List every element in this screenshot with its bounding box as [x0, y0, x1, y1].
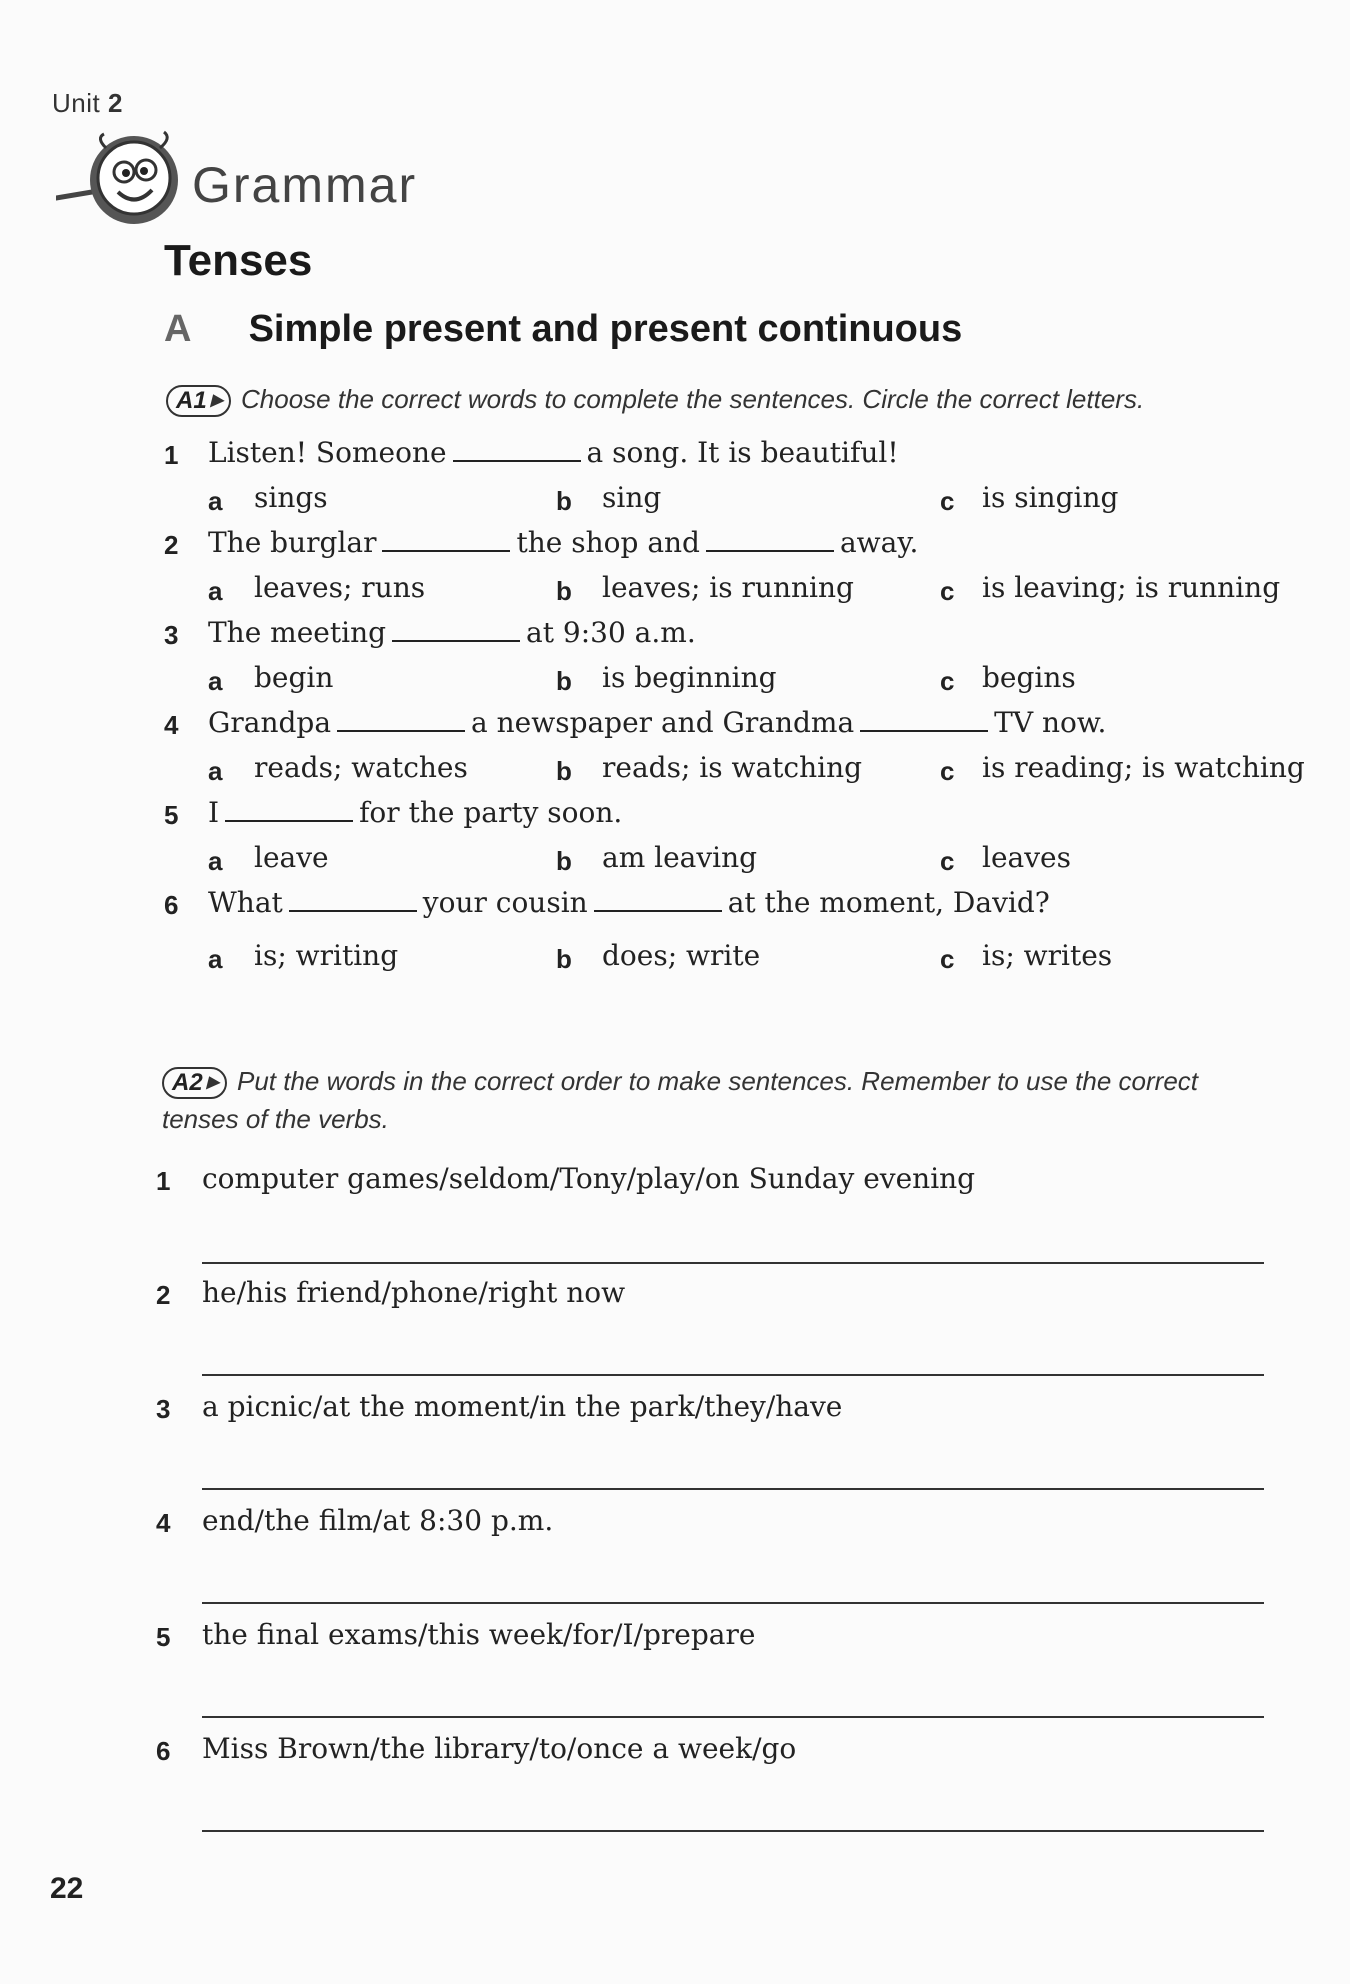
answer-line[interactable]: [202, 1374, 1264, 1376]
item-number: 5: [156, 1622, 171, 1652]
item-prompt: end/the film/at 8:30 p.m.: [202, 1504, 554, 1537]
answer-blank[interactable]: [860, 708, 988, 732]
option-letter-a[interactable]: a: [208, 576, 223, 606]
question-part: What: [208, 886, 283, 919]
question-part: Grandpa: [208, 706, 332, 739]
option-c[interactable]: is singing: [982, 481, 1119, 514]
question-part: at 9:30 a.m.: [526, 616, 696, 649]
play-triangle-icon: ▶: [210, 392, 223, 410]
option-c[interactable]: leaves: [982, 841, 1071, 874]
question-part: your cousin: [422, 886, 588, 919]
answer-blank[interactable]: [594, 888, 722, 912]
option-letter-b[interactable]: b: [556, 486, 572, 516]
option-b[interactable]: does; write: [602, 939, 761, 972]
question-text: [208, 436, 899, 469]
option-letter-c[interactable]: c: [940, 576, 955, 606]
question-text: [208, 616, 696, 649]
badge-label: A2: [172, 1069, 203, 1097]
question-number: 6: [164, 890, 179, 920]
question-part: TV now.: [994, 706, 1107, 739]
section-letter: A: [164, 308, 192, 350]
answer-line[interactable]: [202, 1830, 1264, 1832]
unit-number: 2: [107, 88, 123, 118]
option-c[interactable]: is reading; is watching: [982, 751, 1305, 784]
instruction-text-continued: tenses of the verbs.: [162, 1104, 389, 1134]
question-number: 3: [164, 620, 179, 650]
question-part: I: [208, 796, 220, 829]
unit-label-text: Unit: [52, 88, 101, 118]
option-a[interactable]: leave: [254, 841, 329, 874]
item-number: 4: [156, 1508, 171, 1538]
answer-line[interactable]: [202, 1602, 1264, 1604]
answer-blank[interactable]: [337, 708, 465, 732]
answer-line[interactable]: [202, 1488, 1264, 1490]
question-text: [208, 706, 1106, 739]
exercise-a1-instruction: [166, 380, 1144, 418]
option-letter-c[interactable]: c: [940, 944, 955, 974]
answer-blank[interactable]: [289, 888, 417, 912]
option-letter-b[interactable]: b: [556, 666, 572, 696]
option-letter-c[interactable]: c: [940, 756, 955, 786]
item-prompt: the final exams/this week/for/I/prepare: [202, 1618, 756, 1651]
item-prompt: computer games/seldom/Tony/play/on Sunday evening: [202, 1162, 976, 1195]
answer-blank[interactable]: [706, 528, 834, 552]
section-title-text: Simple present and present continuous: [248, 308, 963, 350]
play-triangle-icon: ▶: [206, 1074, 219, 1092]
question-part: away.: [839, 526, 919, 559]
question-part: at the moment, David?: [727, 886, 1050, 919]
item-number: 2: [156, 1280, 171, 1310]
answer-blank[interactable]: [392, 618, 520, 642]
option-letter-c[interactable]: c: [940, 666, 955, 696]
option-letter-a[interactable]: a: [208, 486, 223, 516]
page-number: 22: [50, 1872, 84, 1905]
answer-line[interactable]: [202, 1716, 1264, 1718]
answer-blank[interactable]: [382, 528, 510, 552]
option-b[interactable]: is beginning: [602, 661, 777, 694]
option-a[interactable]: reads; watches: [254, 751, 468, 784]
question-number: 2: [164, 530, 179, 560]
answer-blank[interactable]: [225, 798, 353, 822]
option-letter-b[interactable]: b: [556, 944, 572, 974]
question-part: the shop and: [516, 526, 700, 559]
option-a[interactable]: begin: [254, 661, 334, 694]
question-number: 4: [164, 710, 179, 740]
question-part: for the party soon.: [359, 796, 623, 829]
option-a[interactable]: is; writing: [254, 939, 399, 972]
question-number: 1: [164, 440, 179, 470]
question-part: The burglar: [208, 526, 377, 559]
answer-line[interactable]: [202, 1262, 1264, 1264]
exercise-a2-instruction: [162, 1062, 1292, 1138]
answer-blank[interactable]: [453, 438, 581, 462]
question-part: Listen! Someone: [208, 436, 447, 469]
option-letter-a[interactable]: a: [208, 846, 223, 876]
unit-label: [52, 88, 123, 119]
question-text: [208, 796, 622, 829]
question-part: a newspaper and Grandma: [471, 706, 855, 739]
exercise-badge: [166, 385, 231, 417]
exercise-badge: [162, 1067, 227, 1099]
option-a[interactable]: sings: [254, 481, 328, 514]
question-part: a song. It is beautiful!: [586, 436, 899, 469]
option-letter-b[interactable]: b: [556, 756, 572, 786]
section-a-heading: [164, 308, 962, 351]
option-c[interactable]: begins: [982, 661, 1076, 694]
item-number: 6: [156, 1736, 171, 1766]
option-letter-b[interactable]: b: [556, 846, 572, 876]
question-part: The meeting: [208, 616, 387, 649]
topic-heading: Tenses: [164, 236, 313, 285]
option-letter-a[interactable]: a: [208, 666, 223, 696]
instruction-text: Choose the correct words to complete the sentences. Circle the correct letters.: [241, 384, 1145, 414]
option-letter-b[interactable]: b: [556, 576, 572, 606]
option-b[interactable]: sing: [602, 481, 662, 514]
option-b[interactable]: am leaving: [602, 841, 758, 874]
item-number: 1: [156, 1166, 171, 1196]
item-number: 3: [156, 1394, 171, 1424]
option-b[interactable]: reads; is watching: [602, 751, 863, 784]
option-letter-c[interactable]: c: [940, 486, 955, 516]
option-a[interactable]: leaves; runs: [254, 571, 426, 604]
option-letter-a[interactable]: a: [208, 756, 223, 786]
question-text: [208, 526, 918, 559]
option-c[interactable]: is; writes: [982, 939, 1113, 972]
question-number: 5: [164, 800, 179, 830]
option-b[interactable]: leaves; is running: [602, 571, 854, 604]
badge-label: A1: [176, 387, 207, 415]
item-prompt: he/his friend/phone/right now: [202, 1276, 626, 1309]
item-prompt: Miss Brown/the library/to/once a week/go: [202, 1732, 797, 1765]
magnifying-glass-mascot-icon: [56, 128, 192, 236]
section-title: Grammar: [192, 157, 418, 213]
question-text: [208, 886, 1050, 919]
option-c[interactable]: is leaving; is running: [982, 571, 1281, 604]
item-prompt: a picnic/at the moment/in the park/they/have: [202, 1390, 843, 1423]
option-letter-a[interactable]: a: [208, 944, 223, 974]
option-letter-c[interactable]: c: [940, 846, 955, 876]
instruction-text: Put the words in the correct order to make sentences. Remember to use the correct: [237, 1066, 1198, 1096]
